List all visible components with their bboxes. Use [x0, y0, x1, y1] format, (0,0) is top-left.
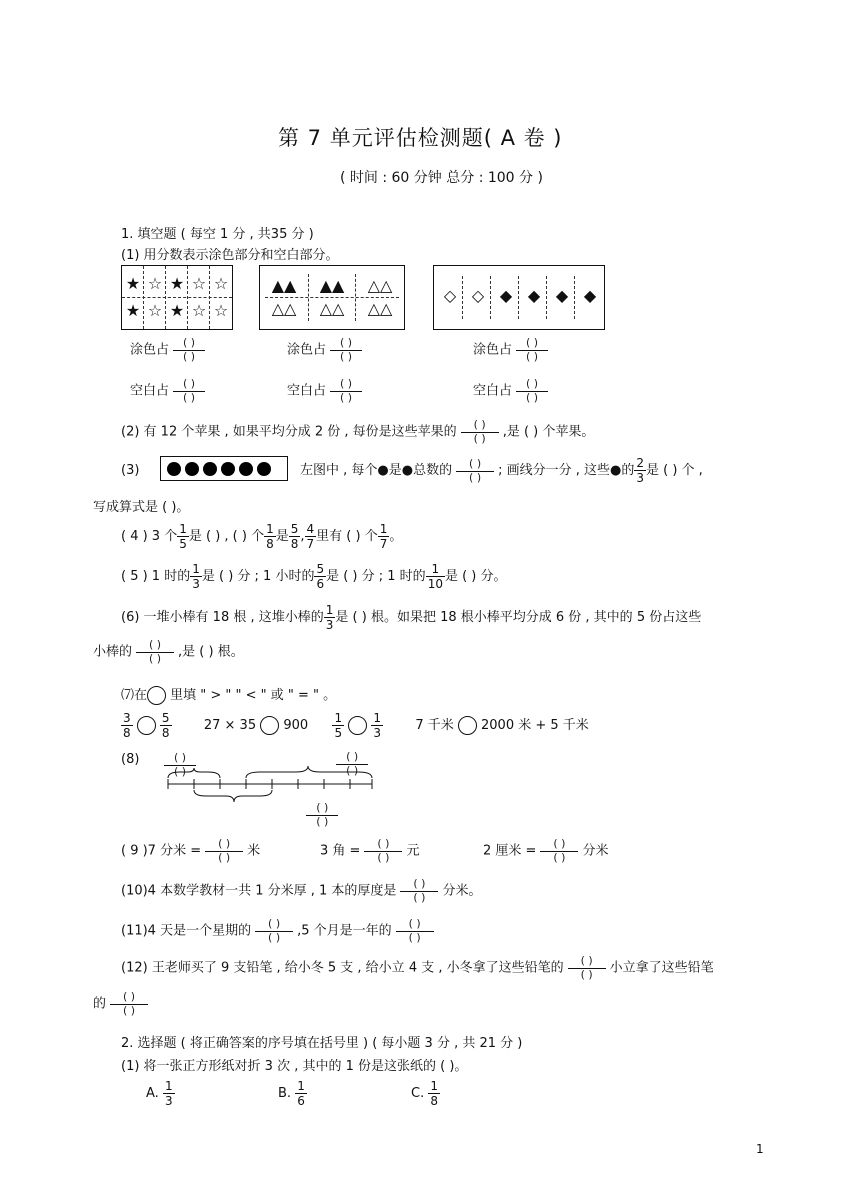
- dot-icon: [167, 462, 181, 476]
- option-c: C. $\frac{1}{8}$: [411, 1079, 438, 1108]
- q1-2: (2) 有 12 个苹果 , 如果平均分成 2 份 , 每份是这些苹果的 $\frac{( )}{( )}$ ,是 ( ) 个苹果。: [121, 418, 595, 445]
- q1-7: ⑺在 里填 " > " " < " 或 " = " 。: [121, 688, 337, 703]
- q1-12-line2: 的 $\frac{( )}{( )}$: [93, 991, 152, 1017]
- diamond-filled-icon: ◆: [555, 286, 569, 305]
- blank-answer-1: 空白占 $\frac{( )}{( )}$: [130, 378, 209, 404]
- dot-icon: [221, 462, 235, 476]
- star-outline-icon: ☆: [213, 274, 229, 293]
- q1-9-c: 2 厘米 = $\frac{( )}{( )}$ 分米: [483, 837, 609, 864]
- compare-circle-icon[interactable]: [458, 716, 477, 735]
- star-outline-icon: ☆: [191, 274, 207, 293]
- dot-icon: [185, 462, 199, 476]
- triangle-outline-icon: △△: [367, 299, 393, 318]
- q1-7-items: $\frac{3}{8}$ $\frac{5}{8}$ 27 × 35 900 $\frac{1}{5}$ $\frac{1}{3}$ 7 千米 2000 米 + 5 千米: [123, 711, 589, 740]
- star-icon: ★: [125, 301, 141, 320]
- q1-3-line2: 写成算式是 ( )。: [93, 500, 190, 515]
- diamond-filled-icon: ◆: [583, 286, 597, 305]
- page-number: 1: [756, 1142, 764, 1156]
- star-icon: ★: [169, 274, 185, 293]
- section-2-heading: 2. 选择题 ( 将正确答案的序号填在括号里 ) ( 每小题 3 分 , 共 21 分 ): [121, 1036, 523, 1051]
- bottom-brace: [194, 790, 272, 802]
- star-outline-icon: ☆: [191, 301, 207, 320]
- dot-icon: [203, 462, 217, 476]
- compare-circle-icon: [147, 686, 166, 705]
- blank-answer-2: 空白占 $\frac{( )}{( )}$: [287, 378, 366, 404]
- q1-5: ( 5 ) 1 时的 $\frac{1}{3}$ 是 ( ) 分 ; 1 小时的 $\frac{5}{6}$ 是 ( ) 分 ; 1 时的 $\frac{1}{10}$ 是 ( ) 分。: [121, 562, 507, 591]
- diamond-filled-icon: ◆: [527, 286, 541, 305]
- star-outline-icon: ☆: [147, 301, 163, 320]
- segment-fraction-bottom: $\frac{( )}{( )}$: [302, 802, 342, 828]
- segment-fraction-right: $\frac{( )}{( )}$: [332, 751, 372, 777]
- option-b: B. $\frac{1}{6}$: [278, 1079, 305, 1108]
- triangle-filled-icon: ▲▲: [271, 276, 297, 295]
- q1-3-num: (3): [121, 463, 140, 478]
- star-outline-icon: ☆: [213, 301, 229, 320]
- dot-icon: [257, 462, 271, 476]
- q1-6-line2: 小棒的 $\frac{( )}{( )}$ ,是 ( ) 根。: [93, 638, 244, 665]
- page-title: 第 7 单元评估检测题( A 卷 ): [278, 126, 563, 150]
- blank-answer-3: 空白占 $\frac{( )}{( )}$: [473, 378, 552, 404]
- q1-1-text: (1) 用分数表示涂色部分和空白部分。: [121, 248, 339, 263]
- compare-circle-icon[interactable]: [260, 716, 279, 735]
- star-icon: ★: [169, 301, 185, 320]
- star-outline-icon: ☆: [147, 274, 163, 293]
- diamonds-figure: [433, 265, 605, 330]
- option-a: A. $\frac{1}{3}$: [146, 1079, 173, 1108]
- shaded-answer-3: 涂色占 $\frac{( )}{( )}$: [473, 337, 552, 363]
- shaded-answer-2: 涂色占 $\frac{( )}{( )}$: [287, 337, 366, 363]
- page-subtitle: ( 时间 : 60 分钟 总分 : 100 分 ): [340, 170, 543, 186]
- q1-11: (11)4 天是一个星期的 $\frac{( )}{( )}$ ,5 个月是一年的 $\frac{( )}{( )}$: [121, 918, 438, 944]
- q1-8-num: (8): [121, 752, 140, 767]
- q1-4: ( 4 ) 3 个 $\frac{1}{5}$ 是 ( ) , ( ) 个 $\frac{1}{8}$ 是 $\frac{5}{8}$ , $\frac{4}{7}$ 里有 ( ) 个 $\frac{1}{7}$ 。: [121, 522, 403, 551]
- compare-circle-icon[interactable]: [137, 716, 156, 735]
- segment-fraction-left: $\frac{( )}{( )}$: [160, 752, 200, 778]
- q1-10: (10)4 本数学教材一共 1 分米厚 , 1 本的厚度是 $\frac{( )}{( )}$ 分米。: [121, 877, 482, 904]
- q1-9-b: 3 角 = $\frac{( )}{( )}$ 元: [320, 837, 420, 864]
- section-1-heading: 1. 填空题 ( 每空 1 分 , 共35 分 ): [121, 227, 314, 242]
- q1-12: (12) 王老师买了 9 支铅笔 , 给小冬 5 支 , 给小立 4 支 , 小冬拿了这些铅笔的 $\frac{( )}{( )}$ 小立拿了这些铅笔: [121, 954, 714, 981]
- compare-circle-icon[interactable]: [348, 716, 367, 735]
- triangle-filled-icon: ▲▲: [319, 276, 345, 295]
- q1-9-a: ( 9 )7 分米 = $\frac{( )}{( )}$ 米: [121, 837, 261, 864]
- dot-icon: [239, 462, 253, 476]
- diamond-outline-icon: ◇: [471, 286, 485, 305]
- stars-figure: [121, 265, 233, 330]
- q1-3-text: 左图中 , 每个●是●总数的 $\frac{( )}{( )}$ ; 画线分一分 , 这些●的 $\frac{2}{3}$ 是 ( ) 个 ,: [300, 456, 703, 485]
- triangle-outline-icon: △△: [271, 299, 297, 318]
- q2-1-text: (1) 将一张正方形纸对折 3 次 , 其中的 1 份是这张纸的 ( )。: [121, 1059, 468, 1074]
- diamond-outline-icon: ◇: [443, 286, 457, 305]
- star-icon: ★: [125, 274, 141, 293]
- triangle-outline-icon: △△: [319, 299, 345, 318]
- q1-6: (6) 一堆小棒有 18 根 , 这堆小棒的 $\frac{1}{3}$ 是 ( ) 根。如果把 18 根小棒平均分成 6 份 , 其中的 5 份占这些: [121, 603, 702, 632]
- shaded-answer-1: 涂色占 $\frac{( )}{( )}$: [130, 337, 209, 363]
- triangles-figure: [259, 265, 405, 330]
- dots-figure: [160, 456, 288, 481]
- diamond-filled-icon: ◆: [499, 286, 513, 305]
- triangle-outline-icon: △△: [367, 276, 393, 295]
